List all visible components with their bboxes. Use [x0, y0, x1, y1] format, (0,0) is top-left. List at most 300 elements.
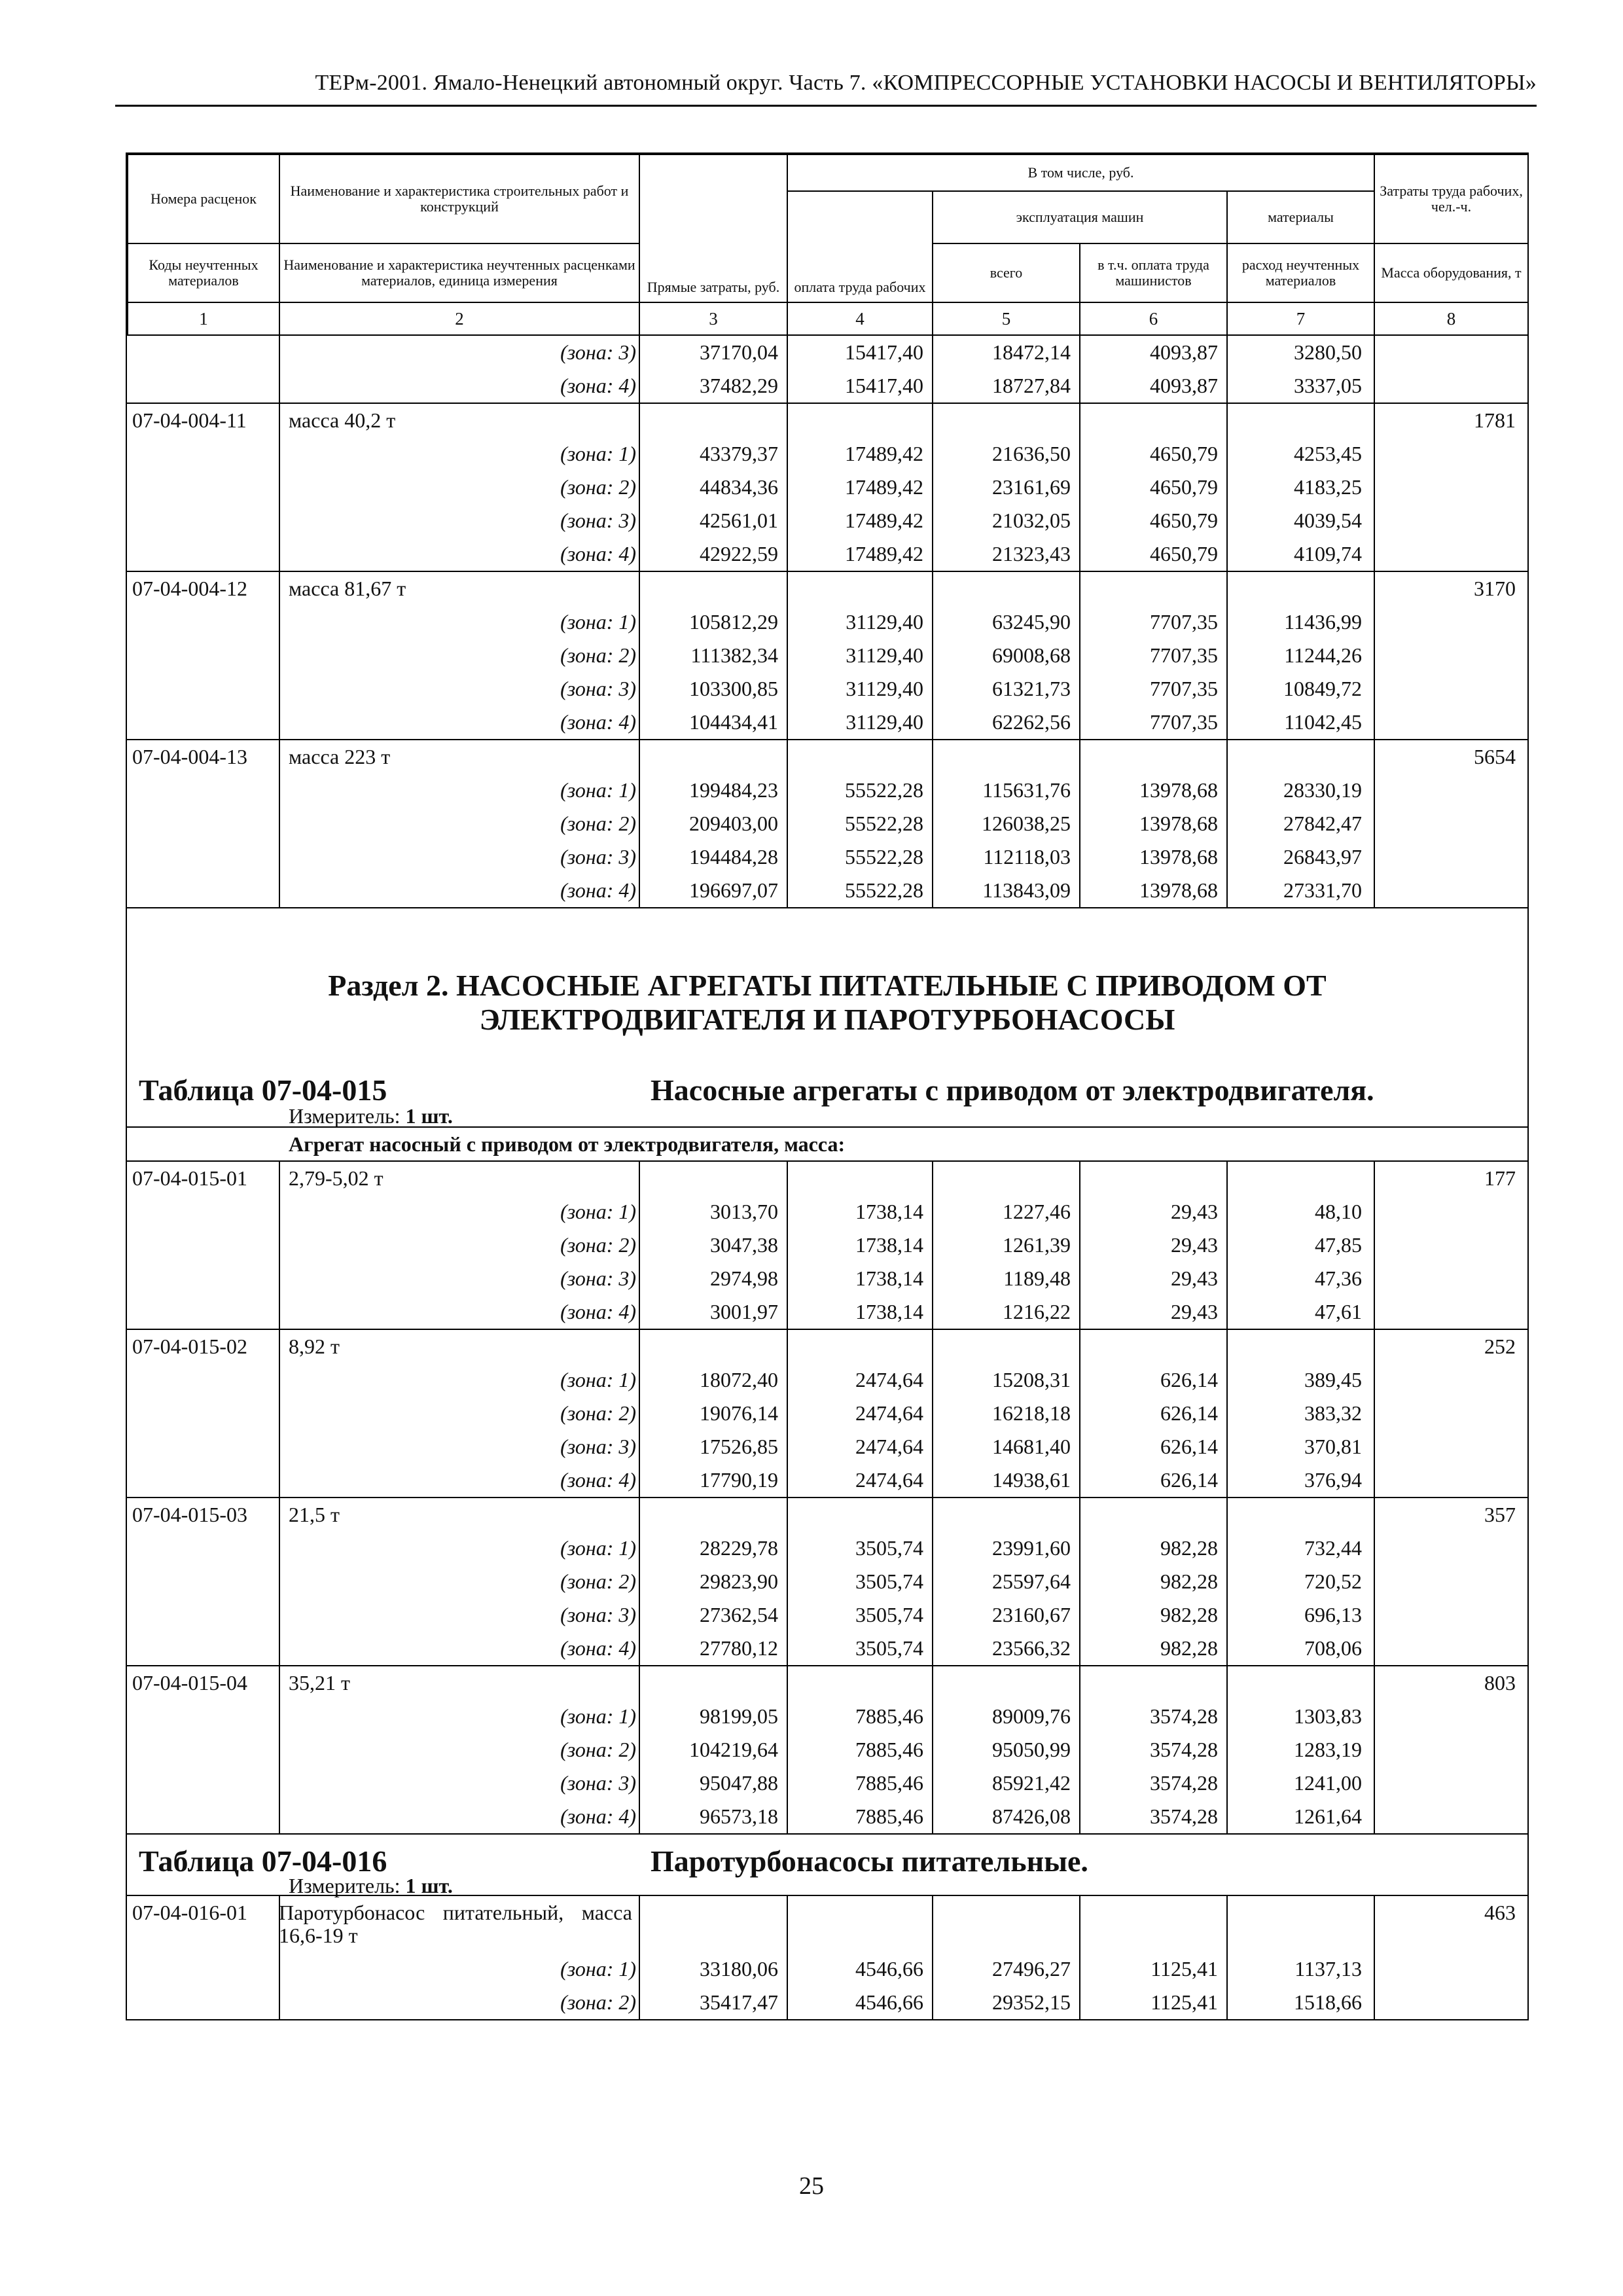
rate-group — [127, 1162, 1527, 1329]
machines-cost: 113843,09 — [982, 878, 1071, 902]
column-number: 6 — [1080, 302, 1227, 335]
table-row — [127, 1532, 1527, 1565]
labor-cost: 55522,28 — [845, 778, 923, 802]
machinists-cost: 7707,35 — [1150, 643, 1218, 667]
zone-label: (зона: 3) — [560, 1266, 636, 1290]
direct-cost: 196697,07 — [689, 878, 778, 902]
rate-name: 35,21 т — [289, 1671, 350, 1695]
zone-label: (зона: 2) — [560, 812, 636, 835]
table-row — [127, 1430, 1527, 1463]
machinists-cost: 13978,68 — [1139, 778, 1218, 802]
direct-cost: 199484,23 — [689, 778, 778, 802]
materials-cost: 47,36 — [1315, 1266, 1362, 1290]
table-015-heading — [127, 1036, 1527, 1126]
rate-title-row — [127, 1896, 1527, 1952]
labor-cost: 2474,64 — [855, 1368, 923, 1391]
table-row — [127, 537, 1527, 571]
table-row — [127, 1767, 1527, 1800]
zone-label: (зона: 2) — [560, 1233, 636, 1257]
materials-cost: 4109,74 — [1294, 542, 1362, 565]
materials-cost: 383,32 — [1304, 1401, 1362, 1425]
rates-band-3 — [127, 571, 1527, 739]
materials-cost: 47,61 — [1315, 1300, 1362, 1323]
table-id: Таблица 07-04-015 — [139, 1073, 387, 1107]
rates-table — [126, 152, 1529, 2020]
table-row — [127, 1632, 1527, 1665]
running-header: ТЕРм-2001. Ямало-Ненецкий автономный округ. Часть 7. «КОМПРЕССОРНЫЕ УСТАНОВКИ НАСОСЫ И ВЕНТИЛЯТОРЫ» — [315, 71, 1537, 95]
machines-cost: 18472,14 — [992, 340, 1071, 364]
labor-cost: 31129,40 — [846, 710, 923, 734]
labor-cost: 1738,14 — [855, 1300, 923, 1323]
machines-cost: 1189,48 — [1003, 1266, 1071, 1290]
labor-cost: 2474,64 — [855, 1401, 923, 1425]
page-number: 25 — [799, 2172, 824, 2200]
zone-label: (зона: 3) — [560, 845, 636, 869]
header-machines-pay: в т.ч. оплата труда машинистов — [1080, 243, 1227, 302]
table-row — [127, 1565, 1527, 1598]
rate-title-row — [127, 1666, 1527, 1700]
rate-group — [127, 572, 1527, 739]
table-row — [127, 471, 1527, 504]
materials-cost: 1137,13 — [1294, 1957, 1362, 1981]
zone-label: (зона: 2) — [560, 1401, 636, 1425]
machines-cost: 1227,46 — [1003, 1200, 1071, 1223]
labor-cost: 15417,40 — [845, 374, 923, 397]
unit-label: Измеритель: — [289, 1104, 401, 1128]
materials-cost: 389,45 — [1304, 1368, 1362, 1391]
table-title: Паротурбонасосы питательные. — [651, 1844, 1088, 1878]
header-labor: оплата труда рабочих — [787, 191, 933, 302]
unit-value: 1 шт. — [405, 1874, 453, 1897]
machines-cost: 16218,18 — [992, 1401, 1071, 1425]
materials-cost: 28330,19 — [1283, 778, 1362, 802]
rate-code: 07-04-015-01 — [132, 1166, 247, 1190]
machines-cost: 85921,42 — [992, 1771, 1071, 1795]
rate-title-row — [127, 1498, 1527, 1532]
machinists-cost: 4650,79 — [1150, 542, 1218, 565]
machines-cost: 95050,99 — [992, 1738, 1071, 1761]
zone-label: (зона: 2) — [560, 643, 636, 667]
machines-cost: 23161,69 — [992, 475, 1071, 499]
table-row — [127, 706, 1527, 739]
column-number: 1 — [128, 302, 279, 335]
machines-cost: 115631,76 — [982, 778, 1071, 802]
labor-hours: 463 — [1484, 1901, 1516, 1924]
direct-cost: 37170,04 — [700, 340, 778, 364]
header-machines: эксплуатация машин — [933, 191, 1227, 243]
materials-cost: 27331,70 — [1283, 878, 1362, 902]
rate-name: масса 223 т — [289, 745, 391, 768]
machinists-cost: 4650,79 — [1150, 442, 1218, 465]
direct-cost: 28229,78 — [700, 1536, 778, 1560]
machines-cost: 14681,40 — [992, 1435, 1071, 1458]
table-row — [127, 1229, 1527, 1262]
rates-band-1 — [127, 336, 1527, 403]
rate-title-row — [127, 740, 1527, 774]
rate-group — [127, 404, 1527, 571]
table-row — [127, 1295, 1527, 1329]
machines-cost: 61321,73 — [992, 677, 1071, 700]
labor-cost: 17489,42 — [845, 509, 923, 532]
machines-cost: 89009,76 — [992, 1704, 1071, 1728]
zone-label: (зона: 4) — [560, 1804, 636, 1828]
table-id: Таблица 07-04-016 — [139, 1844, 387, 1878]
machines-cost: 1216,22 — [1003, 1300, 1071, 1323]
machines-cost: 63245,90 — [992, 610, 1071, 634]
labor-cost: 1738,14 — [855, 1266, 923, 1290]
rate-group — [127, 1666, 1527, 1833]
header-group: В том числе, руб. — [787, 154, 1374, 191]
rate-group — [127, 740, 1527, 907]
direct-cost: 104434,41 — [689, 710, 778, 734]
machines-cost: 18727,84 — [992, 374, 1071, 397]
machines-cost: 21636,50 — [992, 442, 1071, 465]
labor-hours: 5654 — [1474, 745, 1516, 768]
zone-label: (зона: 1) — [560, 1536, 636, 1560]
labor-hours: 803 — [1484, 1671, 1516, 1695]
labor-cost: 31129,40 — [846, 677, 923, 700]
table-row — [127, 1195, 1527, 1229]
zone-label: (зона: 4) — [560, 1300, 636, 1323]
rate-title-row — [127, 1330, 1527, 1363]
header-col1-bottom: Коды неучтенных материалов — [128, 243, 279, 302]
labor-cost: 7885,46 — [855, 1704, 923, 1728]
machinists-cost: 29,43 — [1171, 1233, 1218, 1257]
materials-cost: 10849,72 — [1283, 677, 1362, 700]
machinists-cost: 4093,87 — [1150, 374, 1218, 397]
zone-label: (зона: 4) — [560, 374, 636, 397]
machinists-cost: 626,14 — [1160, 1401, 1218, 1425]
rate-name: 8,92 т — [289, 1335, 340, 1358]
rate-title-row — [127, 404, 1527, 437]
machines-cost: 69008,68 — [992, 643, 1071, 667]
header-col1-top: Номера расценок — [128, 154, 279, 243]
machinists-cost: 13978,68 — [1139, 845, 1218, 869]
machines-cost: 23160,67 — [992, 1603, 1071, 1626]
direct-cost: 98199,05 — [700, 1704, 778, 1728]
machinists-cost: 1125,41 — [1150, 1990, 1218, 2014]
table-row — [127, 1363, 1527, 1397]
section-title-line-1: Раздел 2. НАСОСНЫЕ АГРЕГАТЫ ПИТАТЕЛЬНЫЕ С ПРИВОДОМ ОТ — [328, 969, 1327, 1002]
machines-cost: 21032,05 — [992, 509, 1071, 532]
materials-cost: 1261,64 — [1294, 1804, 1362, 1828]
materials-cost: 11436,99 — [1284, 610, 1362, 634]
labor-cost: 15417,40 — [845, 340, 923, 364]
labor-cost: 55522,28 — [845, 878, 923, 902]
machines-cost: 23991,60 — [992, 1536, 1071, 1560]
table-row — [127, 336, 1527, 369]
labor-cost: 3505,74 — [855, 1570, 923, 1593]
materials-cost: 4253,45 — [1294, 442, 1362, 465]
table-row — [127, 874, 1527, 907]
table-row — [127, 1952, 1527, 1986]
rate-group — [127, 1498, 1527, 1665]
labor-cost: 1738,14 — [855, 1200, 923, 1223]
labor-cost: 55522,28 — [845, 845, 923, 869]
zone-label: (зона: 2) — [560, 1570, 636, 1593]
rates-band-5 — [127, 1160, 1527, 1329]
unit-of-measure — [289, 1104, 453, 1128]
machines-cost: 21323,43 — [992, 542, 1071, 565]
zone-label: (зона: 4) — [560, 1468, 636, 1492]
header-col3: Прямые затраты, руб. — [639, 154, 787, 302]
zone-label: (зона: 2) — [560, 475, 636, 499]
table-row — [127, 672, 1527, 706]
materials-cost: 1518,66 — [1294, 1990, 1362, 2014]
rate-code: 07-04-004-13 — [132, 745, 247, 768]
direct-cost: 96573,18 — [700, 1804, 778, 1828]
machines-cost: 25597,64 — [992, 1570, 1071, 1593]
machinists-cost: 4650,79 — [1150, 475, 1218, 499]
zone-label: (зона: 3) — [560, 1435, 636, 1458]
zone-label: (зона: 3) — [560, 1603, 636, 1626]
labor-cost: 17489,42 — [845, 542, 923, 565]
machinists-cost: 4093,87 — [1150, 340, 1218, 364]
machinists-cost: 982,28 — [1160, 1570, 1218, 1593]
labor-cost: 4546,66 — [855, 1990, 923, 2014]
machinists-cost: 626,14 — [1160, 1435, 1218, 1458]
materials-cost: 720,52 — [1304, 1570, 1362, 1593]
machines-cost: 14938,61 — [992, 1468, 1071, 1492]
zone-label: (зона: 3) — [560, 340, 636, 364]
column-number: 4 — [787, 302, 933, 335]
labor-cost: 7885,46 — [855, 1804, 923, 1828]
machines-cost: 87426,08 — [992, 1804, 1071, 1828]
rate-group — [127, 1330, 1527, 1497]
zone-label: (зона: 4) — [560, 1636, 636, 1660]
direct-cost: 111382,34 — [690, 643, 778, 667]
table-title: Насосные агрегаты с приводом от электродвигателя. — [651, 1073, 1374, 1107]
direct-cost: 42561,01 — [700, 509, 778, 532]
zone-label: (зона: 4) — [560, 710, 636, 734]
rate-group — [127, 1896, 1527, 2019]
labor-hours: 252 — [1484, 1335, 1516, 1358]
unit-label: Измеритель: — [289, 1874, 401, 1897]
materials-cost: 48,10 — [1315, 1200, 1362, 1223]
direct-cost: 37482,29 — [700, 374, 778, 397]
table-header — [127, 154, 1529, 336]
rate-code: 07-04-015-03 — [132, 1503, 247, 1526]
rate-code: 07-04-004-12 — [132, 577, 247, 600]
direct-cost: 3001,97 — [710, 1300, 778, 1323]
labor-cost: 3505,74 — [855, 1603, 923, 1626]
rates-band-8 — [127, 1665, 1527, 1833]
machines-cost: 112118,03 — [983, 845, 1071, 869]
direct-cost: 209403,00 — [689, 812, 778, 835]
machinists-cost: 982,28 — [1160, 1603, 1218, 1626]
labor-cost: 1738,14 — [855, 1233, 923, 1257]
table-row — [127, 1262, 1527, 1295]
table-row — [127, 1463, 1527, 1497]
direct-cost: 103300,85 — [689, 677, 778, 700]
materials-cost: 4039,54 — [1294, 509, 1362, 532]
table-row — [127, 1800, 1527, 1833]
rates-band-6 — [127, 1329, 1527, 1497]
column-number: 5 — [933, 302, 1080, 335]
zone-label: (зона: 3) — [560, 509, 636, 532]
section-title — [153, 969, 1501, 1037]
header-rule — [115, 105, 1537, 107]
machines-cost: 62262,56 — [992, 710, 1071, 734]
labor-hours: 177 — [1484, 1166, 1516, 1190]
machinists-cost: 29,43 — [1171, 1200, 1218, 1223]
table-row — [127, 504, 1527, 537]
materials-cost: 11244,26 — [1284, 643, 1362, 667]
direct-cost: 3013,70 — [710, 1200, 778, 1223]
direct-cost: 19076,14 — [700, 1401, 778, 1425]
zone-label: (зона: 4) — [560, 542, 636, 565]
direct-cost: 27362,54 — [700, 1603, 778, 1626]
zone-label: (зона: 1) — [560, 778, 636, 802]
rate-title-row — [127, 572, 1527, 605]
materials-cost: 370,81 — [1304, 1435, 1362, 1458]
zone-label: (зона: 3) — [560, 1771, 636, 1795]
rates-band-2 — [127, 403, 1527, 571]
machinists-cost: 29,43 — [1171, 1300, 1218, 1323]
rate-group — [127, 336, 1527, 403]
rate-code: 07-04-016-01 — [132, 1901, 247, 1924]
table-row — [127, 1986, 1527, 2019]
header-col8-top: Затраты труда рабочих, чел.-ч. — [1374, 154, 1528, 243]
direct-cost: 95047,88 — [700, 1771, 778, 1795]
labor-cost: 3505,74 — [855, 1536, 923, 1560]
materials-cost: 376,94 — [1304, 1468, 1362, 1492]
machinists-cost: 3574,28 — [1150, 1704, 1218, 1728]
labor-cost: 2474,64 — [855, 1435, 923, 1458]
materials-cost: 732,44 — [1304, 1536, 1362, 1560]
machines-cost: 126038,25 — [982, 812, 1071, 835]
rate-code: 07-04-004-11 — [132, 408, 247, 432]
materials-cost: 1241,00 — [1294, 1771, 1362, 1795]
labor-cost: 4546,66 — [855, 1957, 923, 1981]
labor-cost: 31129,40 — [846, 643, 923, 667]
machinists-cost: 4650,79 — [1150, 509, 1218, 532]
column-number: 2 — [279, 302, 639, 335]
materials-cost: 696,13 — [1304, 1603, 1362, 1626]
machinists-cost: 982,28 — [1160, 1536, 1218, 1560]
machinists-cost: 29,43 — [1171, 1266, 1218, 1290]
zone-label: (зона: 2) — [560, 1990, 636, 2014]
rate-name: масса 81,67 т — [289, 577, 406, 600]
direct-cost: 43379,37 — [700, 442, 778, 465]
rates-band-7 — [127, 1497, 1527, 1665]
column-number: 3 — [639, 302, 787, 335]
machinists-cost: 13978,68 — [1139, 878, 1218, 902]
zone-label: (зона: 4) — [560, 878, 636, 902]
direct-cost: 27780,12 — [700, 1636, 778, 1660]
labor-hours: 357 — [1484, 1503, 1516, 1526]
header-machines-total: всего — [933, 243, 1080, 302]
machinists-cost: 7707,35 — [1150, 710, 1218, 734]
zone-label: (зона: 1) — [560, 1957, 636, 1981]
zone-label: (зона: 1) — [560, 610, 636, 634]
materials-cost: 3280,50 — [1294, 340, 1362, 364]
zone-label: (зона: 3) — [560, 677, 636, 700]
machinists-cost: 7707,35 — [1150, 610, 1218, 634]
zone-label: (зона: 2) — [560, 1738, 636, 1761]
labor-cost: 2474,64 — [855, 1468, 923, 1492]
machinists-cost: 3574,28 — [1150, 1804, 1218, 1828]
zone-label: (зона: 1) — [560, 442, 636, 465]
table-row — [127, 1733, 1527, 1767]
table-row — [127, 605, 1527, 639]
table-row — [127, 639, 1527, 672]
header-col2-top: Наименование и характеристика строительных работ и конструкций — [279, 154, 639, 243]
labor-cost: 7885,46 — [855, 1771, 923, 1795]
direct-cost: 194484,28 — [689, 845, 778, 869]
direct-cost: 18072,40 — [700, 1368, 778, 1391]
table-row — [127, 774, 1527, 807]
machines-cost: 1261,39 — [1003, 1233, 1071, 1257]
machinists-cost: 626,14 — [1160, 1368, 1218, 1391]
rates-band-9 — [127, 1895, 1527, 2019]
labor-cost: 17489,42 — [845, 475, 923, 499]
machines-cost: 23566,32 — [992, 1636, 1071, 1660]
materials-cost: 4183,25 — [1294, 475, 1362, 499]
machinists-cost: 7707,35 — [1150, 677, 1218, 700]
table-row — [127, 369, 1527, 403]
section-title-line-2: ЭЛЕКТРОДВИГАТЕЛЯ И ПАРОТУРБОНАСОСЫ — [479, 1003, 1175, 1036]
materials-cost: 1303,83 — [1294, 1704, 1362, 1728]
machines-cost: 29352,15 — [992, 1990, 1071, 2014]
materials-cost: 27842,47 — [1283, 812, 1362, 835]
machinists-cost: 3574,28 — [1150, 1738, 1218, 1761]
labor-cost: 7885,46 — [855, 1738, 923, 1761]
table-row — [127, 1700, 1527, 1733]
direct-cost: 42922,59 — [700, 542, 778, 565]
labor-cost: 55522,28 — [845, 812, 923, 835]
rate-name: 2,79-5,02 т — [289, 1166, 383, 1190]
labor-cost: 17489,42 — [845, 442, 923, 465]
machinists-cost: 626,14 — [1160, 1468, 1218, 1492]
materials-cost: 47,85 — [1315, 1233, 1362, 1257]
direct-cost: 2974,98 — [710, 1266, 778, 1290]
header-materials: материалы — [1227, 191, 1374, 243]
direct-cost: 33180,06 — [700, 1957, 778, 1981]
rate-name: масса 40,2 т — [289, 408, 396, 432]
table-row — [127, 1397, 1527, 1430]
table-row — [127, 840, 1527, 874]
labor-cost: 31129,40 — [846, 610, 923, 634]
direct-cost: 29823,90 — [700, 1570, 778, 1593]
direct-cost: 104219,64 — [689, 1738, 778, 1761]
direct-cost: 105812,29 — [689, 610, 778, 634]
direct-cost: 3047,38 — [710, 1233, 778, 1257]
labor-hours: 3170 — [1474, 577, 1516, 600]
machinists-cost: 13978,68 — [1139, 812, 1218, 835]
rate-name: Паротурбонасос питательный, масса 16,6-19 т — [279, 1901, 632, 1947]
direct-cost: 44834,36 — [700, 475, 778, 499]
machines-cost: 15208,31 — [992, 1368, 1071, 1391]
labor-cost: 3505,74 — [855, 1636, 923, 1660]
table-row — [127, 437, 1527, 471]
column-number: 8 — [1374, 302, 1528, 335]
rate-code: 07-04-015-04 — [132, 1671, 247, 1695]
materials-cost: 11042,45 — [1284, 710, 1362, 734]
materials-cost: 708,06 — [1304, 1636, 1362, 1660]
machinists-cost: 3574,28 — [1150, 1771, 1218, 1795]
section-heading — [127, 907, 1527, 1036]
group-heading — [127, 1126, 1527, 1160]
rate-title-row — [127, 1162, 1527, 1195]
zone-label: (зона: 1) — [560, 1368, 636, 1391]
header-materials-sub: расход неучтенных материалов — [1227, 243, 1374, 302]
rates-band-4 — [127, 739, 1527, 907]
table-row — [127, 807, 1527, 840]
machines-cost: 27496,27 — [992, 1957, 1071, 1981]
table-016-heading — [127, 1833, 1527, 1895]
machinists-cost: 1125,41 — [1150, 1957, 1218, 1981]
